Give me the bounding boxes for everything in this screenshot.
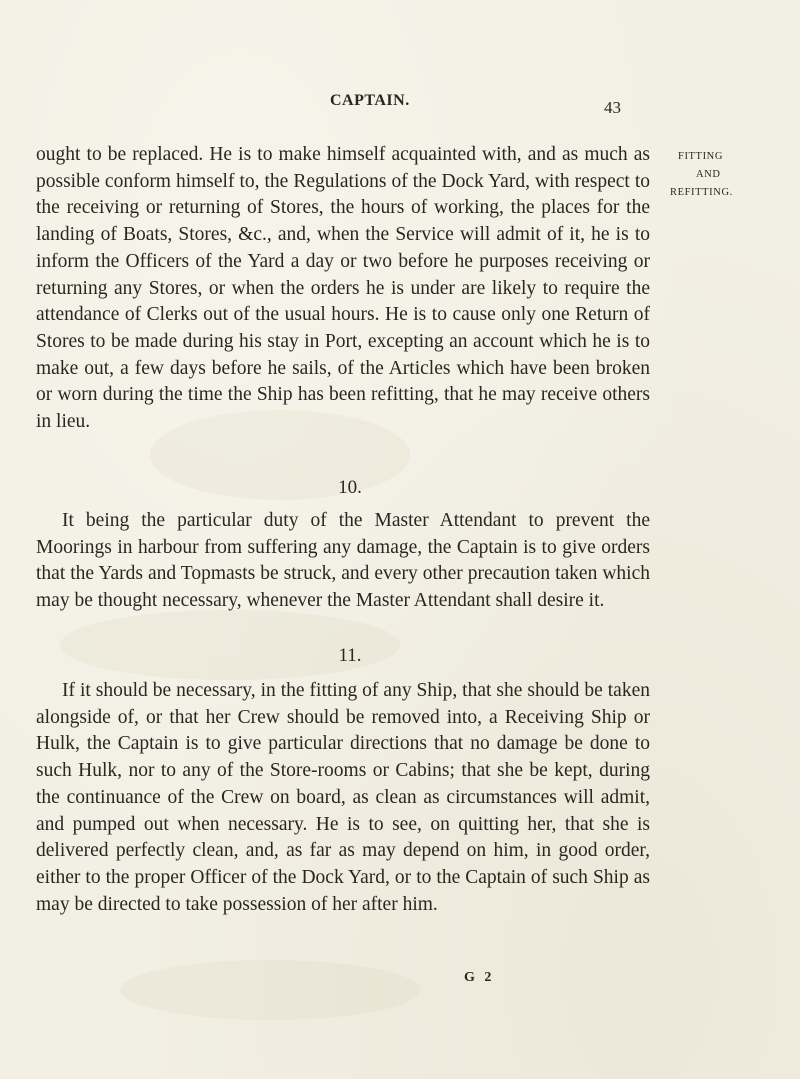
running-head: CAPTAIN. — [330, 92, 410, 109]
paragraph-text: It being the particular duty of the Master Attendant to prevent the Moorings in harbour from suffering any damage, the Captain is to give orders that the Yards and Topmasts be struck, and every other precaution taken which may be thought necessary, whenever the Master Attendant shall desire it. — [36, 510, 650, 612]
paragraph-1 — [36, 142, 650, 436]
paragraph-3 — [36, 678, 650, 918]
paragraph-2 — [36, 508, 650, 615]
margin-note-line: AND — [696, 169, 721, 180]
paragraph-text: ought to be replaced. He is to make himself acquainted with, and as much as possible conform himself to, the Regulations of the Dock Yard, with respect to the receiving or returning of Stores, the hours of working, the places for the landing of Boats, Stores, &c., and, when the Service will admit of it, he is to inform the Officers of the Yard a day or two before he purposes receiving or returning any Stores, or when the orders he is under are likely to require the attendance of Clerks out of the usual hours. He is to cause only one Return of Stores to be made during his stay in Port, excepting an account which he is to make out, a few days before he sails, of the Articles which have been broken or worn during the time the Ship has been refitting, that he may receive others in lieu. — [36, 144, 650, 433]
paper-stain — [120, 960, 420, 1020]
section-number-11: 11. — [338, 645, 362, 666]
signature-mark: G 2 — [464, 970, 495, 985]
margin-note-line: FITTING — [678, 151, 724, 162]
margin-note — [664, 148, 792, 202]
section-number-10: 10. — [338, 477, 362, 498]
margin-note-line: REFITTING. — [670, 187, 733, 198]
paragraph-text: If it should be necessary, in the fitting of any Ship, that she should be taken alongside of, or that her Crew should be removed into, a Receiving Ship or Hulk, the Captain is to give particular directions that no damage be done to such Hulk, nor to any of the Store-rooms or Cabins; that she be kept, during the continuance of the Crew on board, as clean as circumstances will admit, and pumped out when necessary. He is to see, on quitting her, that she is delivered perfectly clean, and, as far as may depend on him, in good order, either to the proper Officer of the Dock Yard, or to the Captain of such Ship as may be directed to take possession of her after him. — [36, 680, 650, 915]
page-number: 43 — [604, 98, 621, 117]
